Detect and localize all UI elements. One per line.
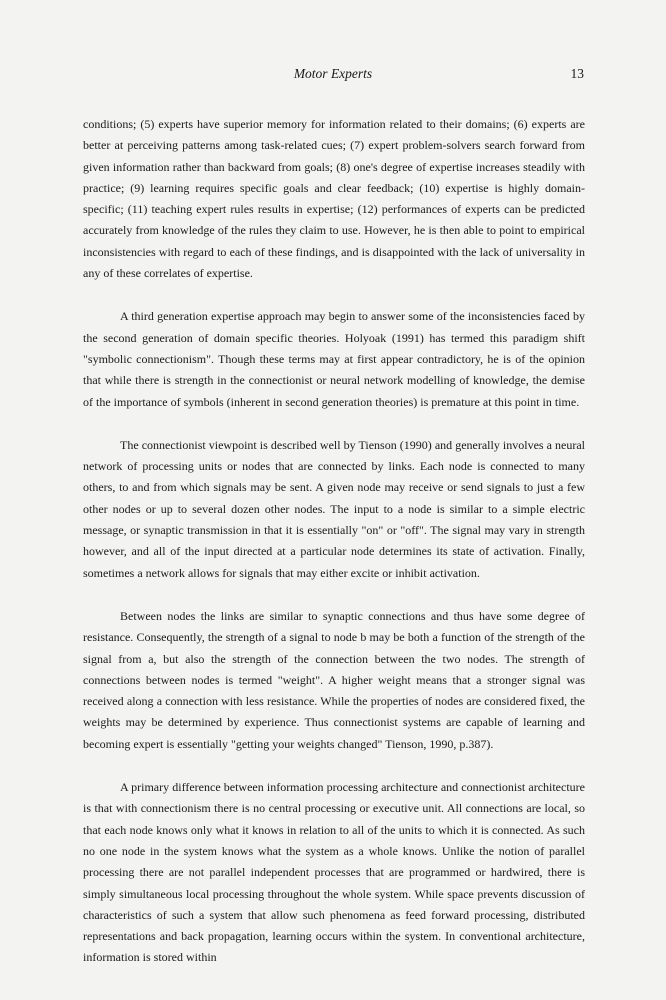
body-text bbox=[83, 114, 585, 991]
paragraph-connectionist-viewpoint: The connectionist viewpoint is described well by Tienson (1990) and generally involves a neural network of processing units or nodes that are connected by links. Each node is connected to many others, to and from which signals may be sent. A given node may receive or send signals to just a few other nodes or up to several dozen other nodes. The input to a node is similar to a simple electric message, or synaptic transmission in that it is essentially "on" or "off". The signal may vary in strength however, and all of the input directed at a particular node determines its state of activation. Finally, sometimes a network allows for signals that may either excite or inhibit activation. bbox=[83, 437, 585, 580]
page-number: 13 bbox=[570, 66, 584, 81]
paragraph-architecture-difference: A primary difference between information processing architecture and connectionist architecture is that with connectionism there is no central processing or executive unit. All connections are local, so that each node knows only what it knows in relation to all of the units to which it is connected. As such no one node in the system knows what the system as a whole knows. Unlike the notion of parallel processing there are not parallel independent processes that are programmed or hardwired, there is simply simultaneous local processing throughout the whole system. While space prevents discussion of characteristics of such a system that allow such phenomena as feed forward processing, distributed representations and back propagation, learning occurs within the system. In conventional architecture, information is stored within bbox=[83, 780, 585, 965]
running-head bbox=[0, 64, 666, 84]
running-title: Motor Experts bbox=[293, 66, 373, 81]
paragraph-links-weights: Between nodes the links are similar to synaptic connections and thus have some degree of resistance. Consequently, the strength of a signal to node b may be both a function of the strength of the signal from a, but also the strength of the connection between the two nodes. The strength of connections between nodes is termed "weight". A higher weight means that a stronger signal was received along a connection with less resistance. While the properties of nodes are considered fixed, the weights may be determined by experience. Thus connectionist systems are capable of learning and becoming expert is essentially "getting your weights changed" Tienson, 1990, p.387). bbox=[83, 608, 585, 751]
paragraph-third-generation: A third generation expertise approach may begin to answer some of the inconsistencies faced by the second generation of domain specific theories. Holyoak (1991) has termed this paradigm shift "symbolic connectionism". Though these terms may at first appear contradictory, he is of the opinion that while there is strength in the connectionist or neural network modelling of knowledge, the demise of the importance of symbols (inherent in second generation theories) is premature at this point in time. bbox=[83, 309, 585, 409]
paragraph-continuation: conditions; (5) experts have superior memory for information related to their domains; (6) experts are better at perceiving patterns among task-related cues; (7) expert problem-solvers search forward from given information rather than backward from goals; (8) one's degree of expertise increases steadily with practice; (9) learning requires specific goals and clear feedback; (10) expertise is highly domain-specific; (11) teaching expert rules results in expertise; (12) performances of experts can be predicted accurately from knowledge of the rules they claim to use. However, he is then able to point to empirical inconsistencies with regard to each of these findings, and is disappointed with the lack of universality in any of these correlates of expertise. bbox=[83, 117, 585, 281]
